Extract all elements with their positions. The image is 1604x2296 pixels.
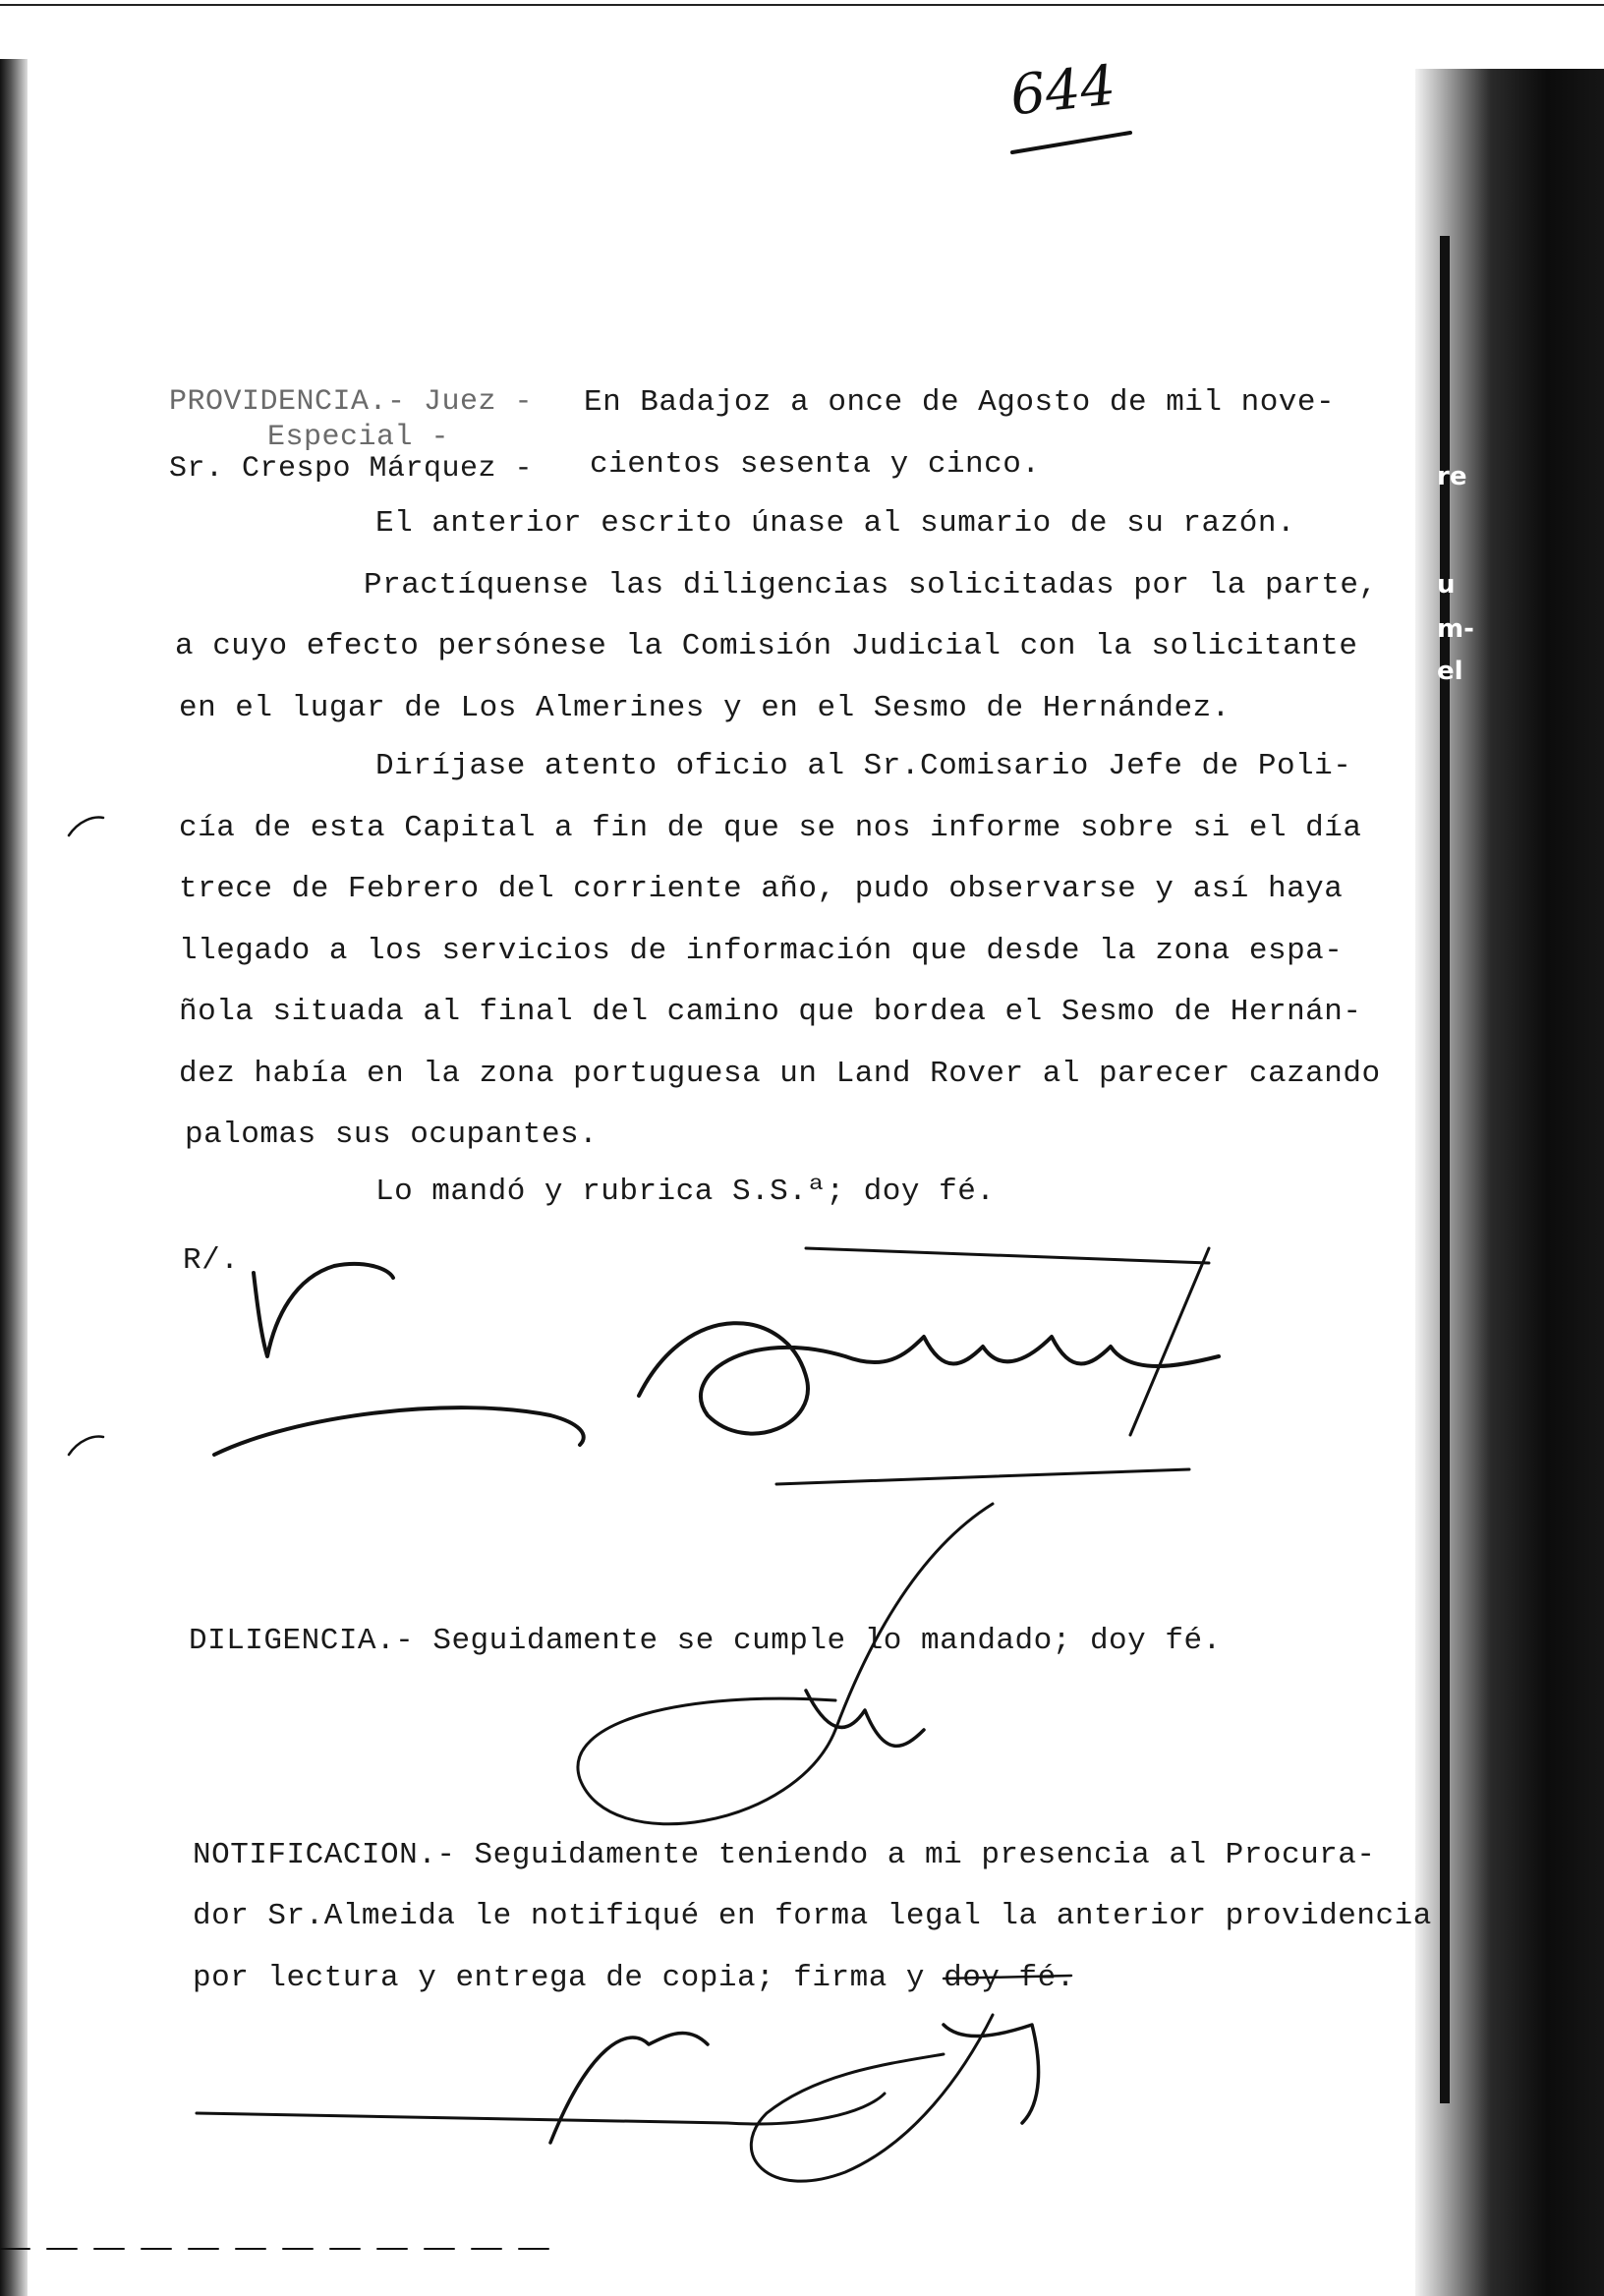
rubric-underline-stroke — [214, 1407, 584, 1455]
notificacion-line: por lectura y entrega de copia; firma y doy fé. — [193, 1961, 1075, 1995]
judge-signature-top-line — [806, 1248, 1209, 1263]
body-line: llegado a los servicios de información que desde la zona espa- — [179, 934, 1344, 968]
judge-signature-bottom-line — [776, 1469, 1189, 1484]
margin-fragment: el — [1437, 657, 1463, 686]
doy-fe-underline — [944, 1976, 1071, 1979]
rubric-mark: R/. — [183, 1243, 240, 1278]
body-line: Diríjase atento oficio al Sr.Comisario Jefe de Poli- — [375, 749, 1352, 783]
body-line: Lo mandó y rubrica S.S.ª; doy fé. — [375, 1175, 996, 1209]
body-line: dez había en la zona portuguesa un Land Rover al parecer cazando — [179, 1057, 1381, 1091]
diligencia-line: DILIGENCIA.- Seguidamente se cumple lo mandado; doy fé. — [189, 1624, 1222, 1658]
almeida-signature — [550, 2033, 708, 2143]
margin-notch — [69, 818, 103, 835]
judge-signature-slash — [1130, 1248, 1209, 1435]
body-line: cía de esta Capital a fin de que se nos informe sobre si el día — [179, 811, 1362, 845]
notificacion-line: dor Sr.Almeida le notifiqué en forma legal la anterior providencia — [193, 1899, 1432, 1933]
diligencia-flourish — [578, 1504, 993, 1824]
notificacion-underline — [197, 2094, 885, 2124]
secretary-signature-loop — [751, 2015, 993, 2181]
body-line: palomas sus ocupantes. — [185, 1118, 599, 1152]
notificacion-line: NOTIFICACION.- Seguidamente teniendo a mi presencia al Procura- — [193, 1838, 1376, 1872]
header-date-line-2: cientos sesenta y cinco. — [590, 447, 1041, 482]
page-number-underline — [1012, 133, 1130, 152]
header-label-3: Sr. Crespo Márquez - — [169, 452, 534, 486]
rubric-v-stroke — [254, 1264, 393, 1356]
judge-signature — [639, 1323, 1219, 1433]
header-date-line-1: En Badajoz a once de Agosto de mil nove- — [584, 385, 1336, 420]
page-number: 644 — [1006, 53, 1118, 129]
margin-fragment: re — [1437, 462, 1467, 491]
margin-fragment: u — [1437, 570, 1456, 600]
body-line: trece de Febrero del corriente año, pudo observarse y así haya — [179, 872, 1344, 906]
margin-fragment: m- — [1437, 614, 1474, 644]
body-line: Practíquense las diligencias solicitadas por la parte, — [364, 568, 1378, 603]
body-line: ñola situada al final del camino que bordea el Sesmo de Hernán- — [179, 995, 1362, 1029]
header-label-1: PROVIDENCIA.- Juez - — [169, 385, 534, 419]
body-line: El anterior escrito únase al sumario de su razón. — [375, 506, 1296, 541]
header-label-2: Especial - — [267, 421, 450, 454]
body-line: en el lugar de Los Almerines y en el Sesmo de Hernández. — [179, 691, 1231, 725]
body-line: a cuyo efecto persónese la Comisión Judicial con la solicitante — [175, 629, 1358, 663]
margin-notch — [69, 1437, 103, 1455]
